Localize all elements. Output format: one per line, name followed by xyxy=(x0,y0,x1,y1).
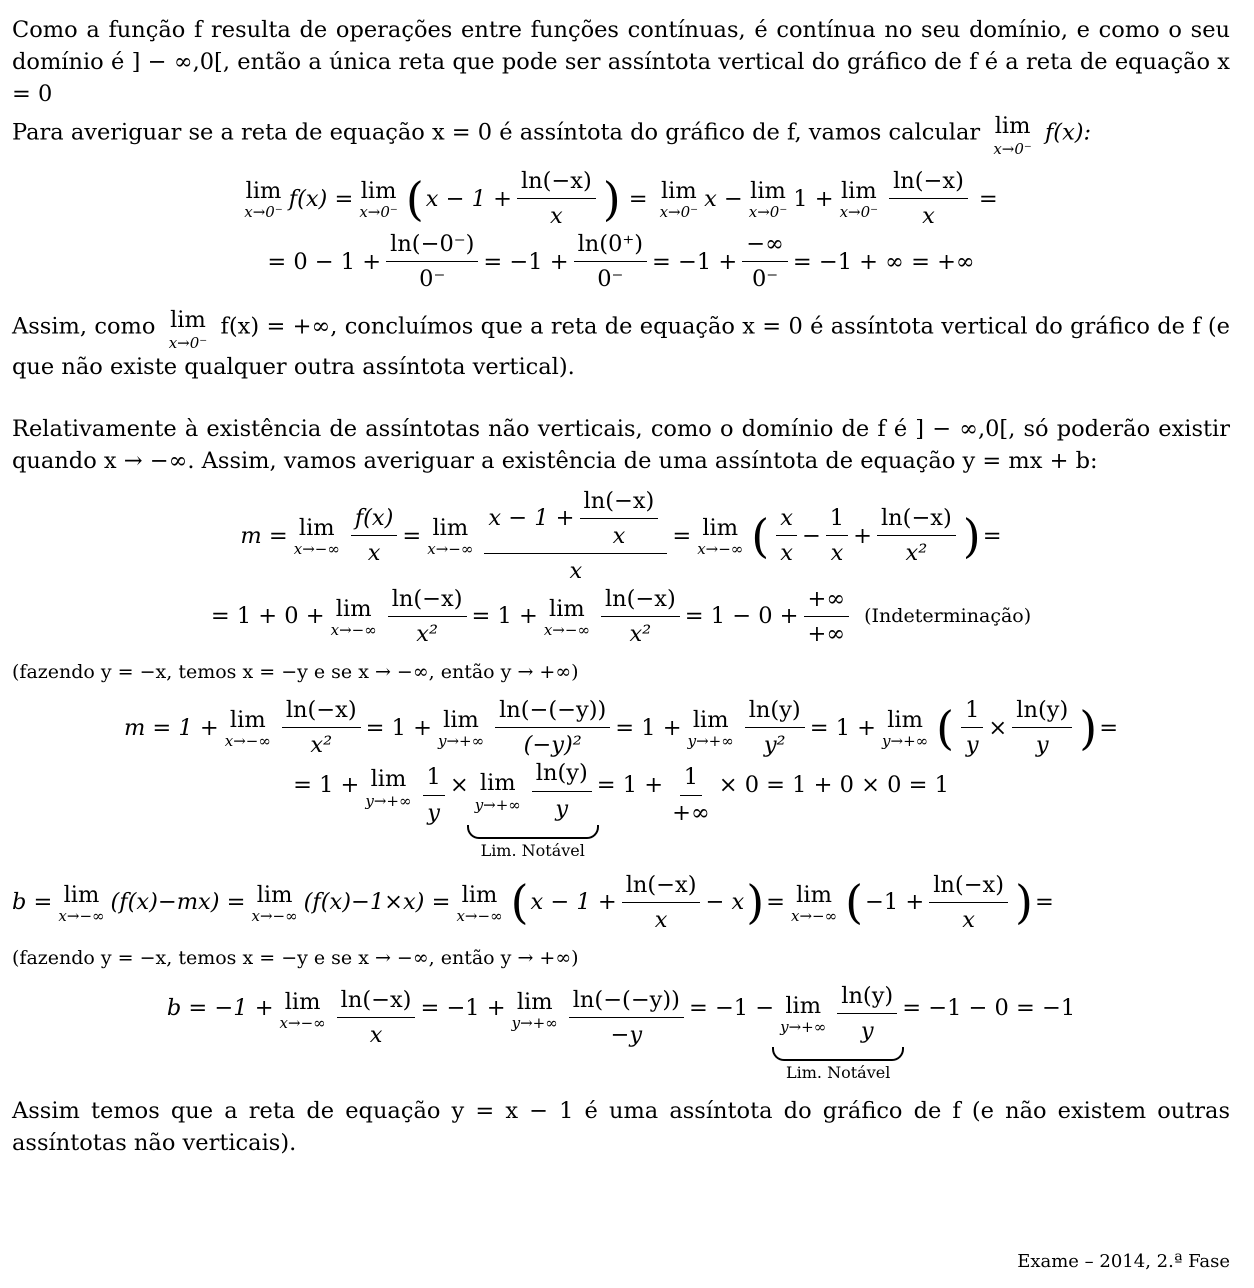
substitution-note-2: (fazendo y = −x, temos x = −y e se x → −∞, então y → +∞) xyxy=(12,946,579,969)
m-row-2: = 1 + 0 + lim x→−∞ $\frac{\ln(-x)}{\text{x²}}$ = 1 + lim x→−∞ $\frac{\ln(-x)}{\text{x²}}$ = 1 − 0 + $\frac{+\infty}{+\infty}$ (Indeterminação) xyxy=(210,585,1032,647)
conclusion-nonvertical: Assim temos que a reta de equação y = x − 1 é uma assíntota do gráfico de f (e não existem outras assíntotas não verticais). xyxy=(12,1098,1230,1157)
b-derivation xyxy=(12,871,1230,934)
conclusion-vertical: Assim, como lim x→0⁻ f(x) = +∞, concluímos que a reta de equação x = 0 é assíntota vertical do gráfico de f (e que não existe qualquer outra assíntota vertical). xyxy=(12,306,1230,380)
m2-row-1: m = 1 + lim x→−∞ $\frac{\ln(-x)}{\text{x²}}$ = 1 + lim y→+∞ $\frac{\ln(-(-y))}{\text{(−y)²}}$ = 1 + lim y→+∞ $\frac{\ln(y)}{\text{y²}}$ = 1 + lim y→+∞ ( $\frac{1}{y}$ × $\frac{\ln(y)}{y}$ ) = xyxy=(123,697,1119,759)
limit-row-2: = 0 − 1 + $\frac{\ln(-0^-)}{0^-}$ = −1 + $\frac{\ln(0^+)}{0^-}$ = −1 + $\frac{-\infty}{0^-}$ = −1 + ∞ = +∞ xyxy=(267,231,975,293)
m2-row-2: = 1 + lim y→+∞ $\frac{1}{y}$ × lim y→+∞ $\frac{\ln(y)}{y}$ Lim. Notável = 1 + $\frac{1}{+\infty}$ × 0 = 1 + 0 × 0 = 1 xyxy=(293,760,949,860)
limit-operator: lim x→0⁻ xyxy=(993,113,1032,158)
notable-limit-brace: lim y→+∞ $\frac{\ln(y)}{y}$ Lim. Notável xyxy=(469,759,597,860)
limit-row-1: lim x→0⁻ f(x) = lim x→0⁻ ( x − 1 + $\frac{\ln(-x)}{x}$ ) = lim x→0⁻ x − lim x→0⁻ 1 + lim x→0⁻ $\frac{\ln(-x)}{x}$ = xyxy=(244,168,998,230)
solution-page xyxy=(12,14,1230,1159)
b2-row-1: b = −1 + lim x→−∞ $\frac{\ln(-x)}{x}$ = −1 + lim y→+∞ $\frac{\ln(-(-y))}{-y}$ = −1 − lim y→+∞ $\frac{\ln(y)}{y}$ Lim. Notável = −1 − 0 = −1 xyxy=(166,982,1076,1083)
intro-paragraph-2: Para averiguar se a reta de equação x = 0 é assíntota do gráfico de f, vamos calcular lim x→0⁻ f(x): xyxy=(12,110,1230,157)
notable-limit-brace-2: lim y→+∞ $\frac{\ln(y)}{y}$ Lim. Notável xyxy=(774,982,902,1083)
m-derivation xyxy=(12,487,1230,649)
limit-derivation-vertical xyxy=(12,167,1230,294)
m-derivation-2 xyxy=(12,696,1230,861)
b-row-1: b = lim x→−∞ (f(x)−mx) = lim x→−∞ (f(x)−1×x) = lim x→−∞ ( x − 1 + $\frac{\ln(-x)}{x}$ − x ) = lim x→−∞ ( −1 + $\frac{\ln(-x)}{x}$ ) = xyxy=(12,871,1054,933)
substitution-note-1: (fazendo y = −x, temos x = −y e se x → −∞, então y → +∞) xyxy=(12,661,579,684)
intro-nonvertical: Relativamente à existência de assíntotas não verticais, como o domínio de f é ] − ∞,0[, só poderão existir quando x → −∞. Assim, vamos averiguar a existência de uma assíntota de equação y = mx + b: xyxy=(12,415,1230,474)
b-derivation-2 xyxy=(12,982,1230,1083)
intro-paragraph-1: Como a função f resulta de operações entre funções contínuas, é contínua no seu domínio, e como o seu domínio é ] − ∞,0[, então a única reta que pode ser assíntota vertical do gráfico de f é a reta de equação x = 0 xyxy=(12,17,1230,107)
source-footer: Exame – 2014, 2.ª Fase xyxy=(1017,1251,1230,1272)
m-row-1: m = lim x→−∞ $\frac{f(x)}{x}$ = lim x→−∞ x − 1 + $\frac{\ln(-x)}{x}$ x = lim x→−∞ ( $\frac{x}{x}$ − $\frac{1}{x}$ + $\frac{\ln(-x)}{\text{x²}}$ ) = xyxy=(240,487,1002,584)
